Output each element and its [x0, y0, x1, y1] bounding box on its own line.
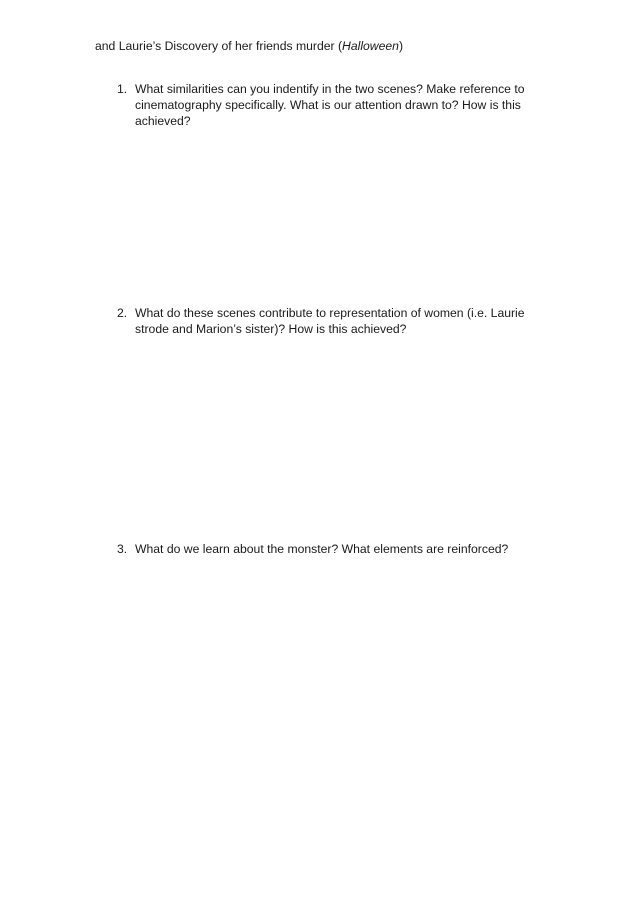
question-text: What similarities can you indentify in the two scenes? Make reference to cinematography specifically. What is our attention drawn to? How is this achieved?	[135, 82, 525, 128]
intro-prefix: and Laurie’s Discovery of her friends murder (	[95, 39, 343, 53]
question-text: What do we learn about the monster? What elements are reinforced?	[135, 542, 509, 556]
intro-suffix: )	[398, 39, 404, 53]
question-2	[117, 305, 542, 337]
question-number: 1.	[117, 82, 128, 96]
question-text: What do these scenes contribute to representation of women (i.e. Laurie strode and Marion’s sister)? How is this achieved?	[135, 306, 525, 336]
film-title: Halloween	[342, 39, 399, 53]
question-number: 2.	[117, 306, 128, 320]
question-3	[117, 541, 542, 557]
intro-line	[95, 38, 565, 54]
question-1	[117, 81, 542, 129]
question-number: 3.	[117, 542, 128, 556]
